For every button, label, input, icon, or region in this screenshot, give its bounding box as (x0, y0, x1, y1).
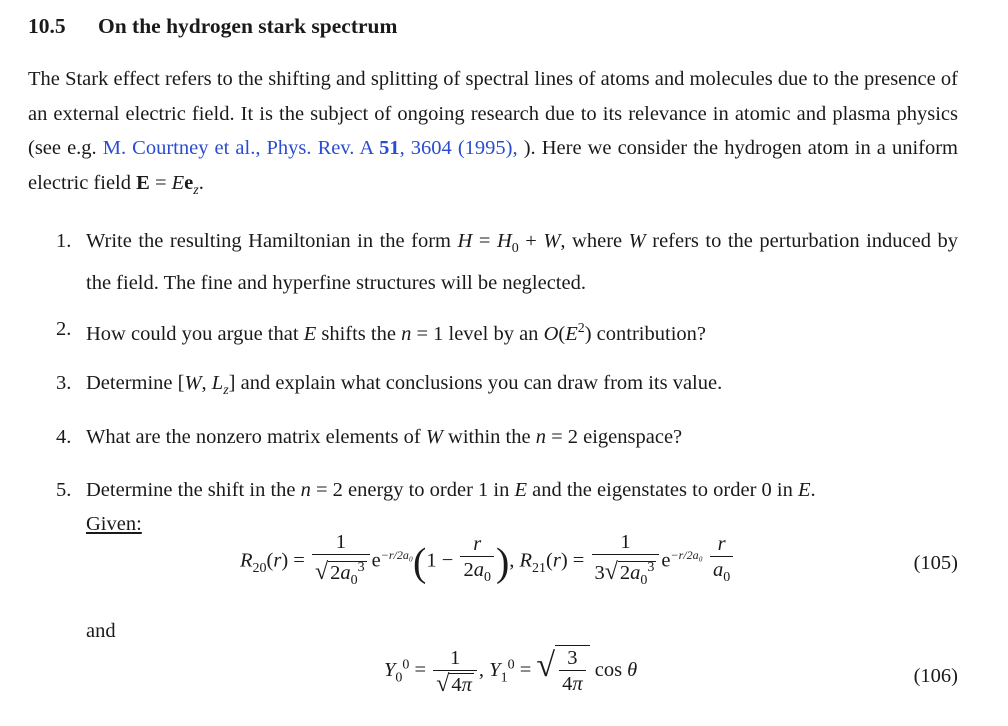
question-5: 5. Determine the shift in the n = 2 energy to order 1 in E and the eigenstates to order 0 in E. (56, 473, 958, 507)
question-4-text: What are the nonzero matrix elements of W within the n = 2 eigenspace? (86, 426, 683, 448)
question-1: 1. Write the resulting Hamiltonian in the form $H = H_0 + W$, where W refers to the perturbation induced by the field. The fine and hyperfine structures will be neglected. (56, 224, 958, 300)
section-title-text: On the hydrogen stark spectrum (98, 14, 398, 38)
given-label: Given: (86, 513, 142, 535)
question-1-text: Write the resulting Hamiltonian in the form $H = H_0 + W$, where W refers to the perturbation induced by the field. The fine and hyperfine structures will be neglected. (86, 230, 959, 295)
radial-functions: $R_{20}(r)$ = $\frac{1}{√2a_0^3}$ $e^{-r/2a_0}(1$ − $\frac{r}{2a_0}$ ), $R_{21}(r)$ = $\frac{1}{3√2a_0^3}$ $e^{-r/2a_0}$ $\frac{r}{a_0}$ (240, 530, 735, 594)
and-label: and (86, 620, 116, 642)
equation-106-number: (106) (913, 665, 958, 687)
equation-105 (0, 530, 1008, 610)
citation-link[interactable]: M. Courtney et al., Phys. Rev. A 51, 3604 (1995), (102, 137, 524, 159)
section-title (28, 14, 397, 39)
question-2-text: How could you argue that E shifts the n = 1 level by an $O(E^2)$ contribution? (86, 321, 706, 345)
intro-text: The Stark effect refers to the shifting and splitting of spectral lines of atoms and molecules due to the presence of an external electric field. It is the subject of ongoing research due to its relevance in atomic and plasma physics (see e.g. (28, 68, 958, 159)
question-3: 3. Determine [W, $L_z$] and explain what conclusions you can draw from its value. (56, 366, 958, 408)
equation-106 (0, 645, 1008, 721)
field-symbol: E (136, 171, 150, 194)
equation-105-number: (105) (913, 552, 958, 574)
spherical-harmonics: $Y_0^0$ = $\frac{1}{√4\pi}$ , $Y_1^0$ = √ $\frac{3}{4\pi}$ cos θ (384, 646, 638, 697)
question-4: 4. What are the nonzero matrix elements of W within the n = 2 eigenspace? (56, 420, 958, 454)
section-number: 10.5 (28, 14, 66, 38)
question-3-text: Determine [W, $L_z$] and explain what conclusions you can draw from its value. (86, 372, 723, 399)
question-2: 2. How could you argue that E shifts the n = 1 level by an $O(E^2)$ contribution? (56, 312, 958, 351)
question-5-text: Determine the shift in the n = 2 energy to order 1 in E and the eigenstates to order 0 in E. (86, 479, 816, 501)
intro-text-end: ). Here we consider the hydrogen atom in a uniform electric field (28, 137, 958, 194)
intro-paragraph: The Stark effect refers to the shifting and splitting of spectral lines of atoms and molecules due to the presence of an external electric field. It is the subject of ongoing research due to its relevance in atomic and plasma physics (see e.g. M. Courtney et al., Phys. Rev. A 51, 3604 (1995), ). Here we consider the hydrogen atom in a uniform electric field $E = Ee_z$. (28, 68, 958, 198)
